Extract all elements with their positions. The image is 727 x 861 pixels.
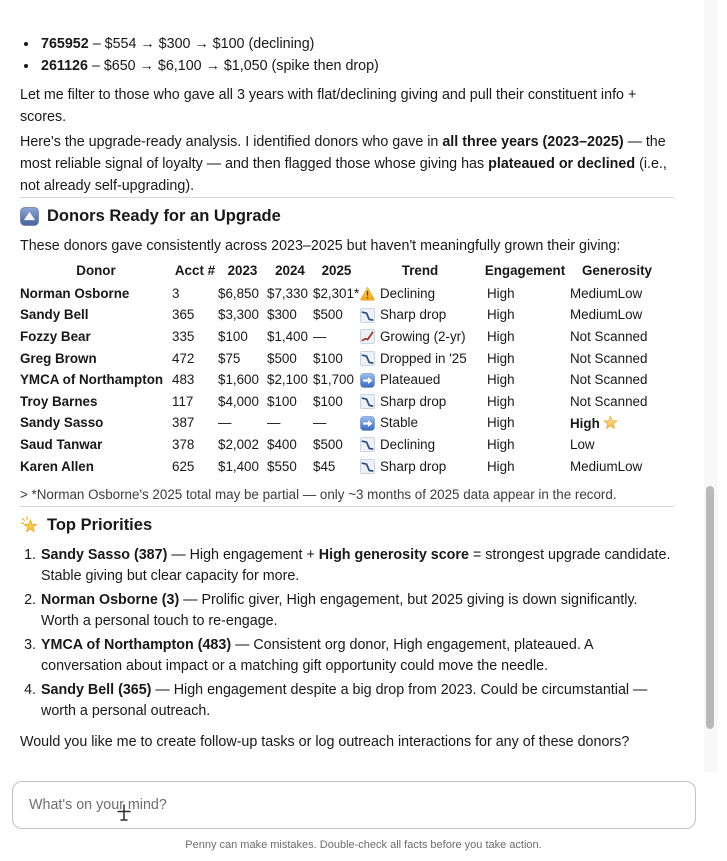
acct-cell: 365 (172, 307, 195, 323)
donor-cell: Troy Barnes (20, 393, 98, 409)
column-header-2025: 2025 (321, 263, 352, 278)
donor-cell: YMCA of Northampton (20, 372, 164, 388)
priority-item: 2. Norman Osborne (3) — Prolific giver, High engagement, but 2025 giving is down significantly. Worth a personal touch to re-engage. (40, 590, 674, 632)
y2025-cell: $100 (313, 393, 343, 409)
priority-item: 4. Sandy Bell (365) — High engagement despite a big drop from 2023. Could be circumstantial — worth a personal outreach. (40, 680, 674, 722)
donor-summary-text: – $650 → $6,100 → $1,050 (spike then drop) (87, 58, 379, 74)
donor-cell: Norman Osborne (20, 285, 130, 301)
donor-summary-list (20, 33, 674, 77)
acct-cell: 483 (172, 372, 195, 388)
table-header-row (20, 263, 664, 283)
warning-icon (360, 286, 375, 301)
donor-cell: Fozzy Bear (20, 328, 91, 344)
table-row (20, 369, 664, 391)
y2025-cell: $500 (313, 307, 343, 323)
engagement-cell: High (487, 328, 515, 344)
table-row (20, 305, 664, 327)
filter-paragraph: Let me filter to those who gave all 3 years with flat/declining giving and pull their constituent info + scores. (20, 87, 637, 125)
priority-item: 3. YMCA of Northampton (483) — Consistent org donor, High engagement, plateaued. A conversation about impact or a matching gift opportunity could move the needle. (40, 635, 674, 677)
donor-summary-item (39, 33, 674, 55)
y2025-cell: — (313, 328, 327, 344)
y2025-cell: $1,700 (313, 372, 354, 388)
donor-account-number: 765952 (41, 36, 89, 52)
donor-cell: Greg Brown (20, 350, 97, 366)
generosity-cell: High (570, 413, 664, 435)
donor-summary-text: – $554 → $300 → $100 (declining) (88, 36, 315, 52)
trend-cell: Dropped in '25 (360, 348, 480, 370)
mouse-cursor (116, 803, 132, 823)
generosity-cell: Not Scanned (570, 328, 648, 344)
y2023-cell: $4,000 (218, 393, 259, 409)
chart-increasing-icon (360, 329, 375, 344)
y2023-cell: $3,300 (218, 307, 259, 323)
acct-cell: 387 (172, 415, 195, 431)
engagement-cell: High (487, 285, 515, 301)
glowing-star-icon (20, 516, 39, 535)
generosity-cell: MediumLow (570, 307, 643, 323)
donors-table (20, 263, 664, 477)
acct-cell: 117 (172, 393, 194, 409)
engagement-cell: High (487, 393, 515, 409)
y2025-cell: — (313, 415, 327, 431)
donor-cell: Sandy Bell (20, 307, 89, 323)
priorities-list (20, 545, 674, 722)
chart-decreasing-icon (360, 394, 375, 409)
trend-cell: Sharp drop (360, 456, 480, 478)
engagement-cell: High (487, 458, 515, 474)
y2024-cell: $1,400 (267, 328, 308, 344)
column-header-generosity: Generosity (582, 263, 652, 278)
y2024-cell: $300 (267, 307, 297, 323)
assistant-message (20, 0, 674, 753)
chart-decreasing-icon (360, 308, 375, 323)
donor-summary-item (39, 55, 674, 77)
chart-decreasing-icon (360, 437, 375, 452)
table-footnote: > *Norman Osborne's 2025 total may be partial — only ~3 months of 2025 data appear in the record. (20, 487, 617, 503)
acct-cell: 472 (172, 350, 195, 366)
trend-cell: Plateaued (360, 369, 480, 391)
chart-decreasing-icon (360, 459, 375, 474)
generosity-cell: Not Scanned (570, 372, 648, 388)
table-row (20, 348, 664, 370)
generosity-cell: Low (570, 436, 595, 452)
y2024-cell: $2,100 (267, 372, 308, 388)
donor-account-number: 261126 (41, 58, 88, 74)
y2023-cell: $75 (218, 350, 241, 366)
message-composer[interactable] (12, 781, 696, 829)
table-row (20, 283, 664, 305)
scrollbar-thumb[interactable] (706, 486, 714, 729)
disclaimer-text: Penny can make mistakes. Double-check all facts before you take action. (185, 839, 542, 851)
donor-cell: Saud Tanwar (20, 436, 103, 452)
table-row (20, 391, 664, 413)
y2023-cell: $100 (218, 328, 248, 344)
trend-cell: Growing (2-yr) (360, 326, 480, 348)
y2025-cell: $500 (313, 436, 343, 452)
y2025-cell: $100 (313, 350, 343, 366)
y2023-cell: $2,002 (218, 436, 259, 452)
donor-cell: Karen Allen (20, 458, 94, 474)
closing-question: Would you like me to create follow-up tasks or log outreach interactions for any of these donors? (20, 734, 630, 751)
engagement-cell: High (487, 350, 515, 366)
donor-cell: Sandy Sasso (20, 415, 104, 431)
column-header-engagement: Engagement (484, 263, 566, 278)
generosity-cell: Not Scanned (570, 393, 648, 409)
analysis-paragraph: Here's the upgrade-ready analysis. I identified donors who gave in all three years (2023–2025) — the most reliable signal of loyalty — and then flagged those whose giving has plateaued or declined (i.e., not already self-upgrading). (20, 134, 667, 194)
table-row (20, 413, 664, 435)
chart-decreasing-icon (360, 351, 375, 366)
engagement-cell: High (487, 307, 515, 323)
engagement-cell: High (487, 436, 515, 452)
y2024-cell: — (267, 415, 281, 431)
generosity-cell: MediumLow (570, 285, 643, 301)
engagement-cell: High (487, 372, 515, 388)
y2024-cell: $500 (267, 350, 297, 366)
column-header-acct: Acct # (174, 263, 216, 278)
priority-item: 1. Sandy Sasso (387) — High engagement + High generosity score = strongest upgrade candidate. Stable giving but clear capacity for more. (40, 545, 674, 587)
table-intro: These donors gave consistently across 2023–2025 but haven't meaningfully grown their giving: (20, 238, 621, 254)
acct-cell: 625 (172, 458, 195, 474)
trend-cell: Sharp drop (360, 391, 480, 413)
acct-cell: 3 (172, 285, 180, 301)
table-row (20, 434, 664, 456)
y2023-cell: $1,400 (218, 458, 259, 474)
section-divider (20, 506, 674, 507)
trend-cell: Stable (360, 413, 480, 435)
right-arrow-icon (360, 373, 375, 388)
y2025-cell: $2,301* (313, 285, 360, 301)
engagement-cell: High (487, 415, 515, 431)
generosity-cell: Not Scanned (570, 350, 648, 366)
up-button-icon (20, 207, 39, 226)
column-header-donor: Donor (76, 263, 116, 278)
star-icon (603, 415, 618, 430)
upgrade-section-title: Donors Ready for an Upgrade (20, 206, 674, 227)
y2025-cell: $45 (313, 458, 336, 474)
column-header-trend: Trend (401, 263, 439, 278)
y2024-cell: $100 (267, 393, 297, 409)
trend-cell: Sharp drop (360, 305, 480, 327)
acct-cell: 378 (172, 436, 195, 452)
table-row (20, 326, 664, 348)
y2024-cell: $400 (267, 436, 297, 452)
column-header-2024: 2024 (275, 263, 305, 278)
column-header-2023: 2023 (227, 263, 258, 278)
y2023-cell: — (218, 415, 232, 431)
y2023-cell: $1,600 (218, 372, 259, 388)
trend-cell: Declining (360, 283, 480, 305)
table-row (20, 456, 664, 478)
acct-cell: 335 (172, 328, 195, 344)
section-divider (20, 197, 674, 198)
y2024-cell: $7,330 (267, 285, 308, 301)
right-arrow-icon (360, 416, 375, 431)
trend-cell: Declining (360, 434, 480, 456)
priorities-section-title: Top Priorities (20, 515, 674, 536)
y2024-cell: $550 (267, 458, 297, 474)
generosity-cell: MediumLow (570, 458, 643, 474)
y2023-cell: $6,850 (218, 285, 259, 301)
